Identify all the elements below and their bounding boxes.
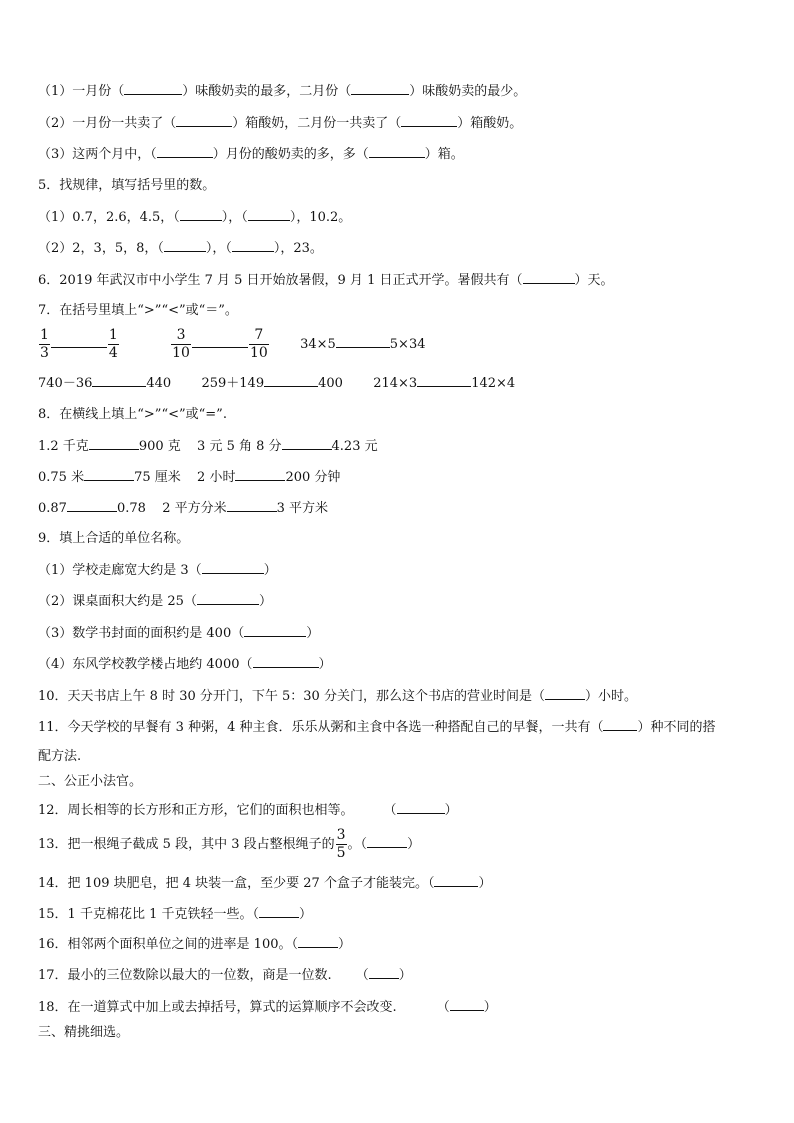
q4-item-2: （2）一月份一共卖了（ ）箱酸奶，二月份一共卖了（ ）箱酸奶。: [38, 116, 523, 131]
answer-blank[interactable]: [253, 655, 319, 668]
q16: 16．相邻两个面积单位之间的进率是 100。（ ）: [38, 937, 352, 952]
q9-item-1: （1）学校走廊宽大约是 3（ ）: [38, 563, 277, 578]
q5-item-1: （1）0.7，2.6，4.5，（ ），（ ），10.2。: [38, 210, 352, 225]
answer-blank[interactable]: [450, 998, 484, 1011]
answer-blank[interactable]: [336, 335, 390, 348]
answer-blank[interactable]: [248, 208, 290, 221]
q14: 14．把 109 块肥皂，把 4 块装一盒，至少要 27 个盒子才能装完。（ ）: [38, 876, 492, 891]
q11: 11．今天学校的早餐有 3 种粥，4 种主食．乐乐从粥和主食中各选一种搭配自己的早餐，一共有（ ）种不同的搭: [38, 720, 716, 735]
q12: 12．周长相等的长方形和正方形，它们的面积也相等。 （ ）: [38, 803, 458, 818]
q17: 17．最小的三位数除以最大的一位数，商是一位数. （ ）: [38, 968, 412, 983]
answer-blank[interactable]: [397, 801, 445, 814]
q8-row-3: 0.87 0.78 2 平方分米 3 平方米: [38, 501, 328, 516]
answer-blank[interactable]: [351, 82, 409, 95]
fraction: $\frac{1}{4}$: [108, 327, 118, 361]
q6: 6．2019 年武汉市中小学生 7 月 5 日开始放暑假，9 月 1 日正式开学。暑假共有（ ）天。: [38, 273, 614, 288]
section-heading-2: 二、公正小法官。: [38, 774, 143, 789]
fraction: $\frac{7}{10}$: [249, 327, 268, 361]
answer-blank[interactable]: [401, 114, 457, 127]
q4-item-3: （3）这两个月中，（ ）月份的酸奶卖的多，多（ ）箱。: [38, 147, 464, 162]
answer-blank[interactable]: [523, 271, 575, 284]
q18: 18．在一道算式中加上或去掉括号，算式的运算顺序不会改变. （ ）: [38, 1000, 497, 1015]
q9-item-3: （3）数学书封面的面积约是 400（ ）: [38, 626, 320, 641]
answer-blank[interactable]: [84, 468, 134, 481]
answer-blank[interactable]: [192, 335, 248, 348]
q15: 15．1 千克棉花比 1 千克铁轻一些。（ ）: [38, 907, 312, 922]
answer-blank[interactable]: [417, 374, 471, 387]
answer-blank[interactable]: [282, 437, 332, 450]
q8-row-2: 0.75 米 75 厘米 2 小时 200 分钟: [38, 470, 341, 485]
answer-blank[interactable]: [235, 468, 285, 481]
q5-title: 5．找规律，填写括号里的数。: [38, 178, 216, 193]
answer-blank[interactable]: [232, 239, 274, 252]
answer-blank[interactable]: [92, 374, 146, 387]
fraction: $\frac{3}{5}$: [336, 827, 346, 861]
answer-blank[interactable]: [545, 687, 585, 700]
answer-blank[interactable]: [51, 335, 107, 348]
q7-title: 7．在括号里填上“>”“<”或“＝”。: [38, 303, 238, 318]
q9-title: 9．填上合适的单位名称。: [38, 531, 190, 546]
q7-row-1: $\frac{1}{3}$ $\frac{1}{4}$ $\frac{3}{10}$ $\frac{7}{10}$ 34×5 5×34: [40, 327, 426, 361]
answer-blank[interactable]: [124, 82, 182, 95]
answer-blank[interactable]: [157, 145, 213, 158]
answer-blank[interactable]: [176, 114, 232, 127]
q7-row-2: 740－36 440 259＋149 400 214×3 142×4: [38, 376, 516, 391]
q10: 10．天天书店上午 8 时 30 分开门，下午 5：30 分关门，那么这个书店的营业时间是（ ）小时。: [38, 689, 637, 704]
answer-blank[interactable]: [197, 592, 259, 605]
q5-item-2: （2）2，3，5，8，（ ），（ ），23。: [38, 241, 323, 256]
answer-blank[interactable]: [298, 935, 338, 948]
fraction: $\frac{3}{10}$: [172, 327, 190, 361]
answer-blank[interactable]: [369, 145, 425, 158]
answer-blank[interactable]: [367, 835, 407, 848]
fraction: $\frac{1}{3}$: [40, 327, 49, 361]
answer-blank[interactable]: [67, 499, 117, 512]
q8-title: 8．在横线上填上“>”“<”或“=”.: [38, 407, 227, 422]
answer-blank[interactable]: [603, 718, 637, 731]
answer-blank[interactable]: [434, 874, 478, 887]
answer-blank[interactable]: [259, 905, 299, 918]
section-heading-3: 三、精挑细选。: [38, 1025, 130, 1040]
q4-item-1: （1）一月份（ ）味酸奶卖的最多，二月份（ ）味酸奶卖的最少。: [38, 84, 527, 99]
answer-blank[interactable]: [202, 561, 264, 574]
q8-row-1: 1.2 千克 900 克 3 元 5 角 8 分 4.23 元: [38, 439, 378, 454]
answer-blank[interactable]: [89, 437, 139, 450]
q9-item-4: （4）东风学校教学楼占地约 4000（ ）: [38, 657, 332, 672]
q9-item-2: （2）课桌面积大约是 25（ ）: [38, 594, 272, 609]
answer-blank[interactable]: [369, 966, 399, 979]
answer-blank[interactable]: [264, 374, 318, 387]
answer-blank[interactable]: [244, 624, 306, 637]
q13: 13．把一根绳子截成 5 段，其中 3 段占整根绳子的 $\frac{3}{5}$ 。（ ）: [38, 827, 421, 861]
answer-blank[interactable]: [227, 499, 277, 512]
answer-blank[interactable]: [180, 208, 222, 221]
answer-blank[interactable]: [164, 239, 206, 252]
q11-continued: 配方法.: [38, 749, 82, 764]
